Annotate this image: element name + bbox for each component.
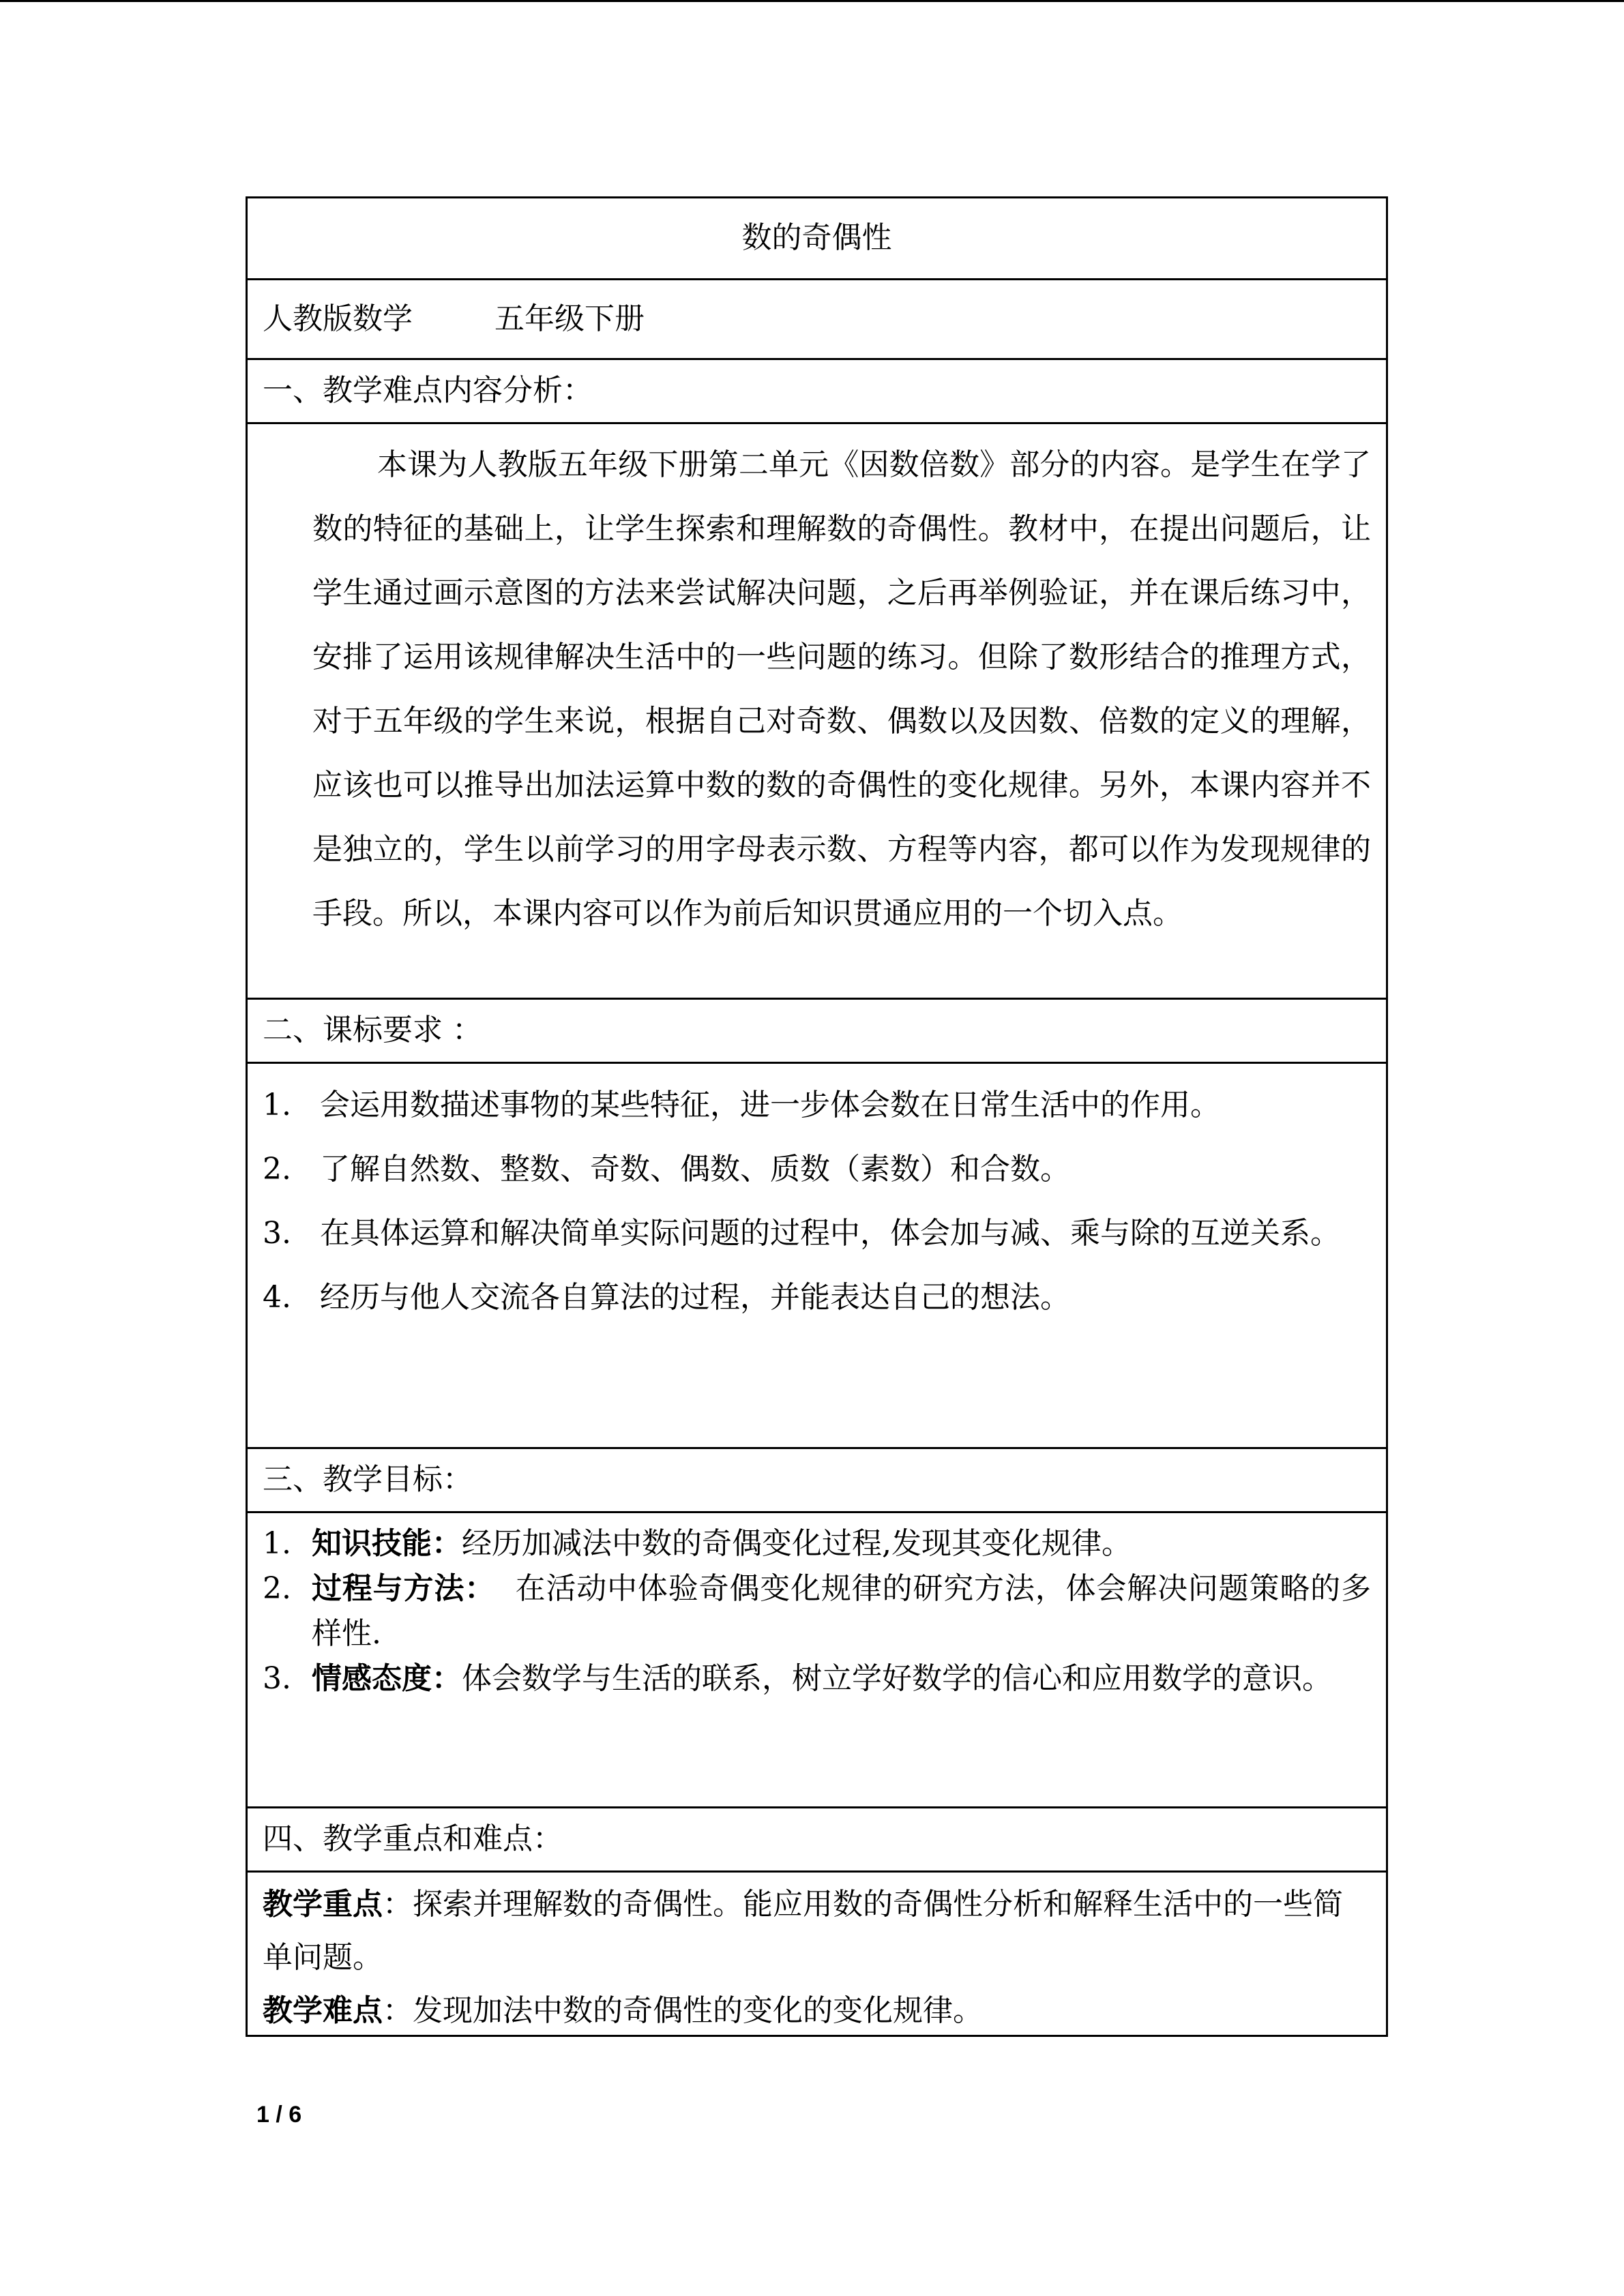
list-number: 3. bbox=[263, 1661, 291, 1696]
goal-description: 经历加减法中数的奇偶变化过程,发现其变化规律。 bbox=[462, 1526, 1132, 1561]
list-item bbox=[263, 1566, 1371, 1656]
lesson-plan-table bbox=[246, 196, 1388, 2037]
analysis-heading-row bbox=[248, 358, 1386, 422]
goal-label: 情感态度： bbox=[312, 1661, 462, 1696]
goals-list bbox=[248, 1511, 1386, 1806]
goal-description: 在活动中体验奇偶变化规律的研究方法，体会解决问题策略的多样性. bbox=[312, 1571, 1371, 1651]
top-border-line bbox=[0, 0, 1624, 2]
list-number: 1. bbox=[263, 1088, 291, 1122]
list-number: 4. bbox=[263, 1280, 291, 1315]
list-text bbox=[312, 1566, 1371, 1656]
goals-heading: 三、教学目标： bbox=[263, 1462, 473, 1497]
list-number: 3. bbox=[263, 1216, 291, 1251]
analysis-body: 本课为人教版五年级下册第二单元《因数倍数》部分的内容。是学生在学了数的特征的基础上，让学生探索和理解数的奇偶性。教材中，在提出问题后，让学生通过画示意图的方法来尝试解决问题，之后再举例验证，并在课后练习中，安排了运用该规律解决生活中的一些问题的练习。但除了数形结合的推理方式，对于五年级的学生来说，根据自己对奇数、偶数以及因数、倍数的定义的理解，应该也可以推导出加法运算中数的数的奇偶性的变化规律。另外，本课内容并不是独立的，学生以前学习的用字母表示数、方程等内容，都可以作为发现规律的手段。所以，本课内容可以作为前后知识贯通应用的一个切入点。 bbox=[312, 447, 1371, 931]
list-item bbox=[263, 1202, 1371, 1266]
focus-paragraph bbox=[263, 1878, 1371, 1984]
goal-label: 知识技能： bbox=[312, 1526, 462, 1561]
grade-label: 五年级下册 bbox=[494, 301, 645, 336]
list-text: 了解自然数、整数、奇数、偶数、质数（素数）和合数。 bbox=[320, 1152, 1070, 1187]
list-item bbox=[263, 1656, 1371, 1701]
page-number: 1 / 6 bbox=[256, 2102, 302, 2128]
keypoints-body-row bbox=[248, 1870, 1386, 2035]
standards-list bbox=[248, 1062, 1386, 1447]
list-text: 会运用数描述事物的某些特征，进一步体会数在日常生活中的作用。 bbox=[320, 1088, 1220, 1122]
list-item bbox=[263, 1521, 1371, 1566]
keypoints-heading: 四、教学重点和难点： bbox=[263, 1821, 563, 1857]
list-text: 在具体运算和解决简单实际问题的过程中，体会加与减、乘与除的互逆关系。 bbox=[320, 1216, 1340, 1251]
list-item bbox=[263, 1266, 1371, 1330]
list-text bbox=[312, 1521, 1371, 1566]
standards-heading: 二、课标要求 ： bbox=[263, 1013, 482, 1048]
analysis-heading: 一、教学难点内容分析： bbox=[263, 373, 593, 408]
focus-text: ：探索并理解数的奇偶性。能应用数的奇偶性分析和解释生活中的一些简单问题。 bbox=[263, 1887, 1343, 1975]
title-row bbox=[248, 198, 1386, 278]
list-text: 经历与他人交流各自算法的过程，并能表达自己的想法。 bbox=[320, 1280, 1070, 1315]
keypoints-heading-row bbox=[248, 1806, 1386, 1870]
list-number: 2. bbox=[263, 1152, 291, 1187]
standards-heading-row bbox=[248, 998, 1386, 1062]
list-item bbox=[263, 1073, 1371, 1137]
list-number: 1. bbox=[263, 1526, 291, 1561]
focus-label: 教学重点 bbox=[263, 1887, 383, 1922]
edition-row bbox=[248, 278, 1386, 358]
publisher-label: 人教版数学 bbox=[263, 301, 413, 336]
goal-description: 体会数学与生活的联系，树立学好数学的信心和应用数学的意识。 bbox=[462, 1661, 1332, 1696]
difficulty-label: 教学难点 bbox=[263, 1993, 383, 2028]
list-item bbox=[263, 1137, 1371, 1202]
list-text bbox=[312, 1656, 1371, 1701]
list-number: 2. bbox=[263, 1571, 291, 1606]
document-title: 数的奇偶性 bbox=[741, 220, 892, 256]
difficulty-text: ：发现加法中数的奇偶性的变化的变化规律。 bbox=[383, 1993, 983, 2028]
difficulty-paragraph bbox=[263, 1984, 1371, 2038]
goals-heading-row bbox=[248, 1447, 1386, 1511]
goal-label: 过程与方法： bbox=[312, 1571, 495, 1606]
analysis-body-row bbox=[248, 422, 1386, 998]
